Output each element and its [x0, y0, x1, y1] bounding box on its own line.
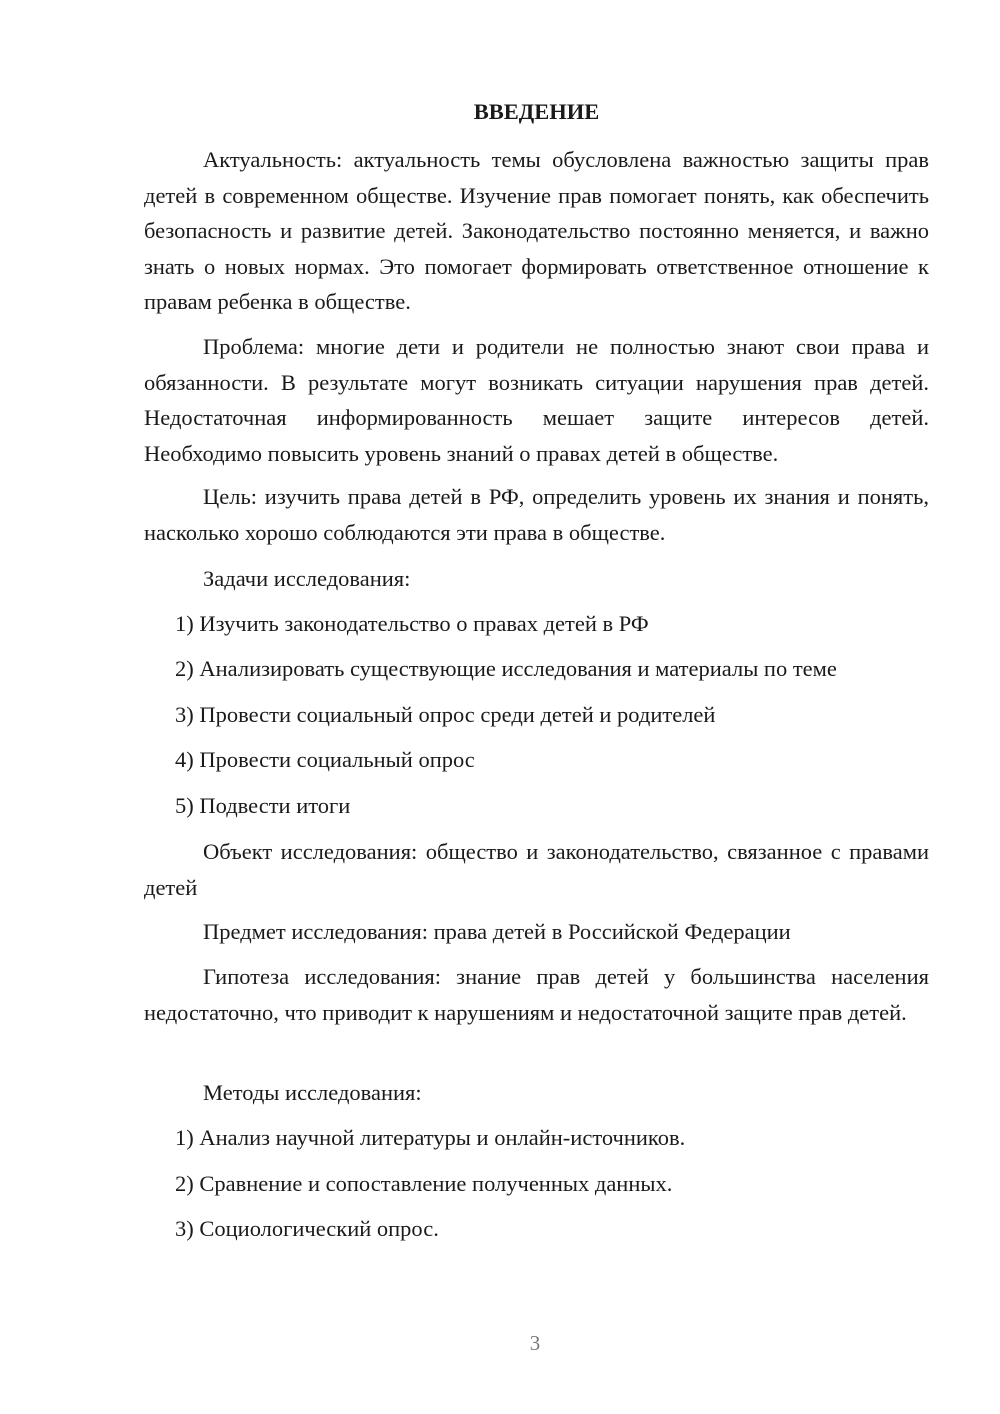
goal-paragraph: Цель: изучить права детей в РФ, определить уровень их знания и понять, насколько хорошо соблюдаются эти права в обществе.: [144, 484, 929, 545]
tasks-heading: Задачи исследования:: [203, 566, 411, 591]
object-paragraph: Объект исследования: общество и законодательство, связанное с правами детей: [144, 839, 929, 900]
method-item-3: 3) Социологический опрос.: [175, 1216, 439, 1241]
relevance-paragraph: Актуальность: актуальность темы обусловлена важностью защиты прав детей в современном обществе. Изучение прав помогает понять, как обеспечить безопасность и развитие детей. Законодательство постоянно меняется, и важно знать о новых нормах. Это помогает формировать ответственное отношение к правам ребенка в обществе.: [144, 147, 929, 314]
methods-heading: Методы исследования:: [203, 1080, 422, 1105]
subject-paragraph: Предмет исследования: права детей в Российской Федерации: [203, 919, 791, 944]
method-item-2: 2) Сравнение и сопоставление полученных данных.: [175, 1171, 673, 1196]
page-title: ВВЕДЕНИЕ: [473, 99, 600, 124]
task-item-3: 3) Провести социальный опрос среди детей и родителей: [175, 702, 716, 727]
hypothesis-paragraph: Гипотеза исследования: знание прав детей у большинства населения недостаточно, что приводит к нарушениям и недостаточной защите прав детей.: [144, 964, 929, 1025]
task-item-2: 2) Анализировать существующие исследования и материалы по теме: [175, 656, 837, 681]
page-number: 3: [529, 1331, 541, 1355]
task-item-1: 1) Изучить законодательство о правах детей в РФ: [175, 611, 649, 636]
problem-paragraph: Проблема: многие дети и родители не полностью знают свои права и обязанности. В результате могут возникать ситуации нарушения прав детей. Недостаточная информированность мешает защите интересов детей. Необходимо повысить уровень знаний о правах детей в обществе.: [144, 334, 929, 466]
task-item-5: 5) Подвести итоги: [175, 793, 351, 818]
method-item-1: 1) Анализ научной литературы и онлайн-источников.: [175, 1125, 686, 1150]
task-item-4: 4) Провести социальный опрос: [175, 747, 475, 772]
